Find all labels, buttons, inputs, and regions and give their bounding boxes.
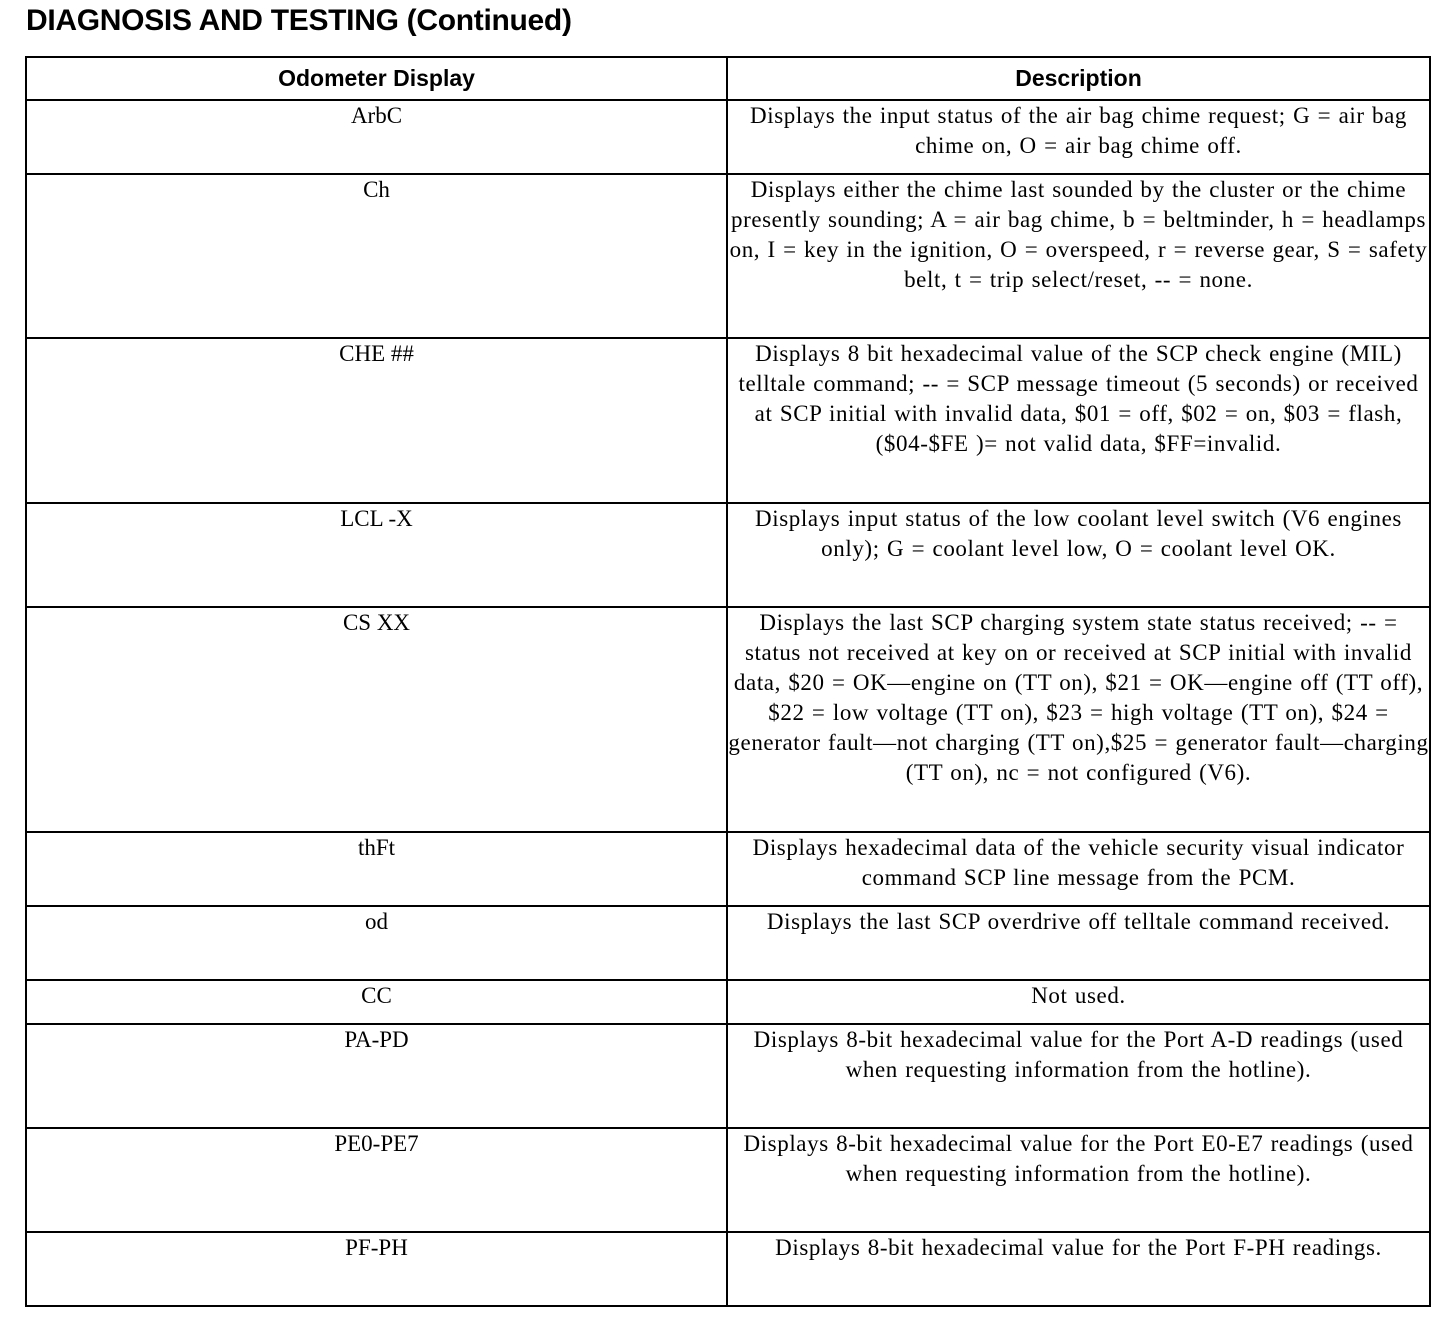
description-text: Displays 8-bit hexadecimal value for the Port E0-E7 readings (used when requesting information from the hotline). [727,1128,1430,1232]
table-row [26,607,1430,832]
odometer-code: Ch [26,174,727,338]
odometer-code: PA-PD [26,1024,727,1128]
odometer-code: ArbC [26,100,727,174]
description-text: Displays 8-bit hexadecimal value for the Port F-PH readings. [727,1232,1430,1306]
table-row [26,980,1430,1024]
description-text: Displays the last SCP charging system state status received; -- = status not received at key on or received at SCP initial with invalid data, $20 = OK—engine on (TT on), $21 = OK—engine off (TT off), $22 = low voltage (TT on), $23 = high voltage (TT on), $24 = generator fault—not charging (TT on),$25 = generator fault—charging (TT on), nc = not configured (V6). [727,607,1430,832]
table-row [26,100,1430,174]
description-text: Displays the input status of the air bag chime request; G = air bag chime on, O = air bag chime off. [727,100,1430,174]
odometer-code: LCL -X [26,503,727,607]
table-row [26,1128,1430,1232]
table-row [26,832,1430,906]
description-text: Displays 8-bit hexadecimal value for the Port A-D readings (used when requesting information from the hotline). [727,1024,1430,1128]
table-row [26,174,1430,338]
table-row [26,503,1430,607]
description-text: Displays 8 bit hexadecimal value of the SCP check engine (MIL) telltale command; -- = SCP message timeout (5 seconds) or received at SCP initial with invalid data, $01 = off, $02 = on, $03 = flash, ($04-$FE )= not valid data, $FF=invalid. [727,338,1430,503]
odometer-code: od [26,906,727,980]
odometer-code: CS XX [26,607,727,832]
odometer-code: PE0-PE7 [26,1128,727,1232]
page-title: DIAGNOSIS AND TESTING (Continued) [26,4,572,37]
description-text: Displays the last SCP overdrive off telltale command received. [727,906,1430,980]
odometer-code: thFt [26,832,727,906]
description-text: Not used. [727,980,1430,1024]
description-text: Displays either the chime last sounded by the cluster or the chime presently sounding; A = air bag chime, b = beltminder, h = headlamps on, I = key in the ignition, O = overspeed, r = reverse gear, S = safety belt, t = trip select/reset, -- = none. [727,174,1430,338]
table-row [26,906,1430,980]
description-text: Displays input status of the low coolant level switch (V6 engines only); G = coolant level low, O = coolant level OK. [727,503,1430,607]
table-row [26,338,1430,503]
column-header-odometer-display: Odometer Display [26,57,727,100]
table-row [26,1024,1430,1128]
table-header-row [26,57,1430,100]
odometer-code: PF-PH [26,1232,727,1306]
odometer-display-table [25,56,1431,1307]
odometer-code: CC [26,980,727,1024]
description-text: Displays hexadecimal data of the vehicle security visual indicator command SCP line message from the PCM. [727,832,1430,906]
odometer-code: CHE ## [26,338,727,503]
column-header-description: Description [727,57,1430,100]
table-row [26,1232,1430,1306]
